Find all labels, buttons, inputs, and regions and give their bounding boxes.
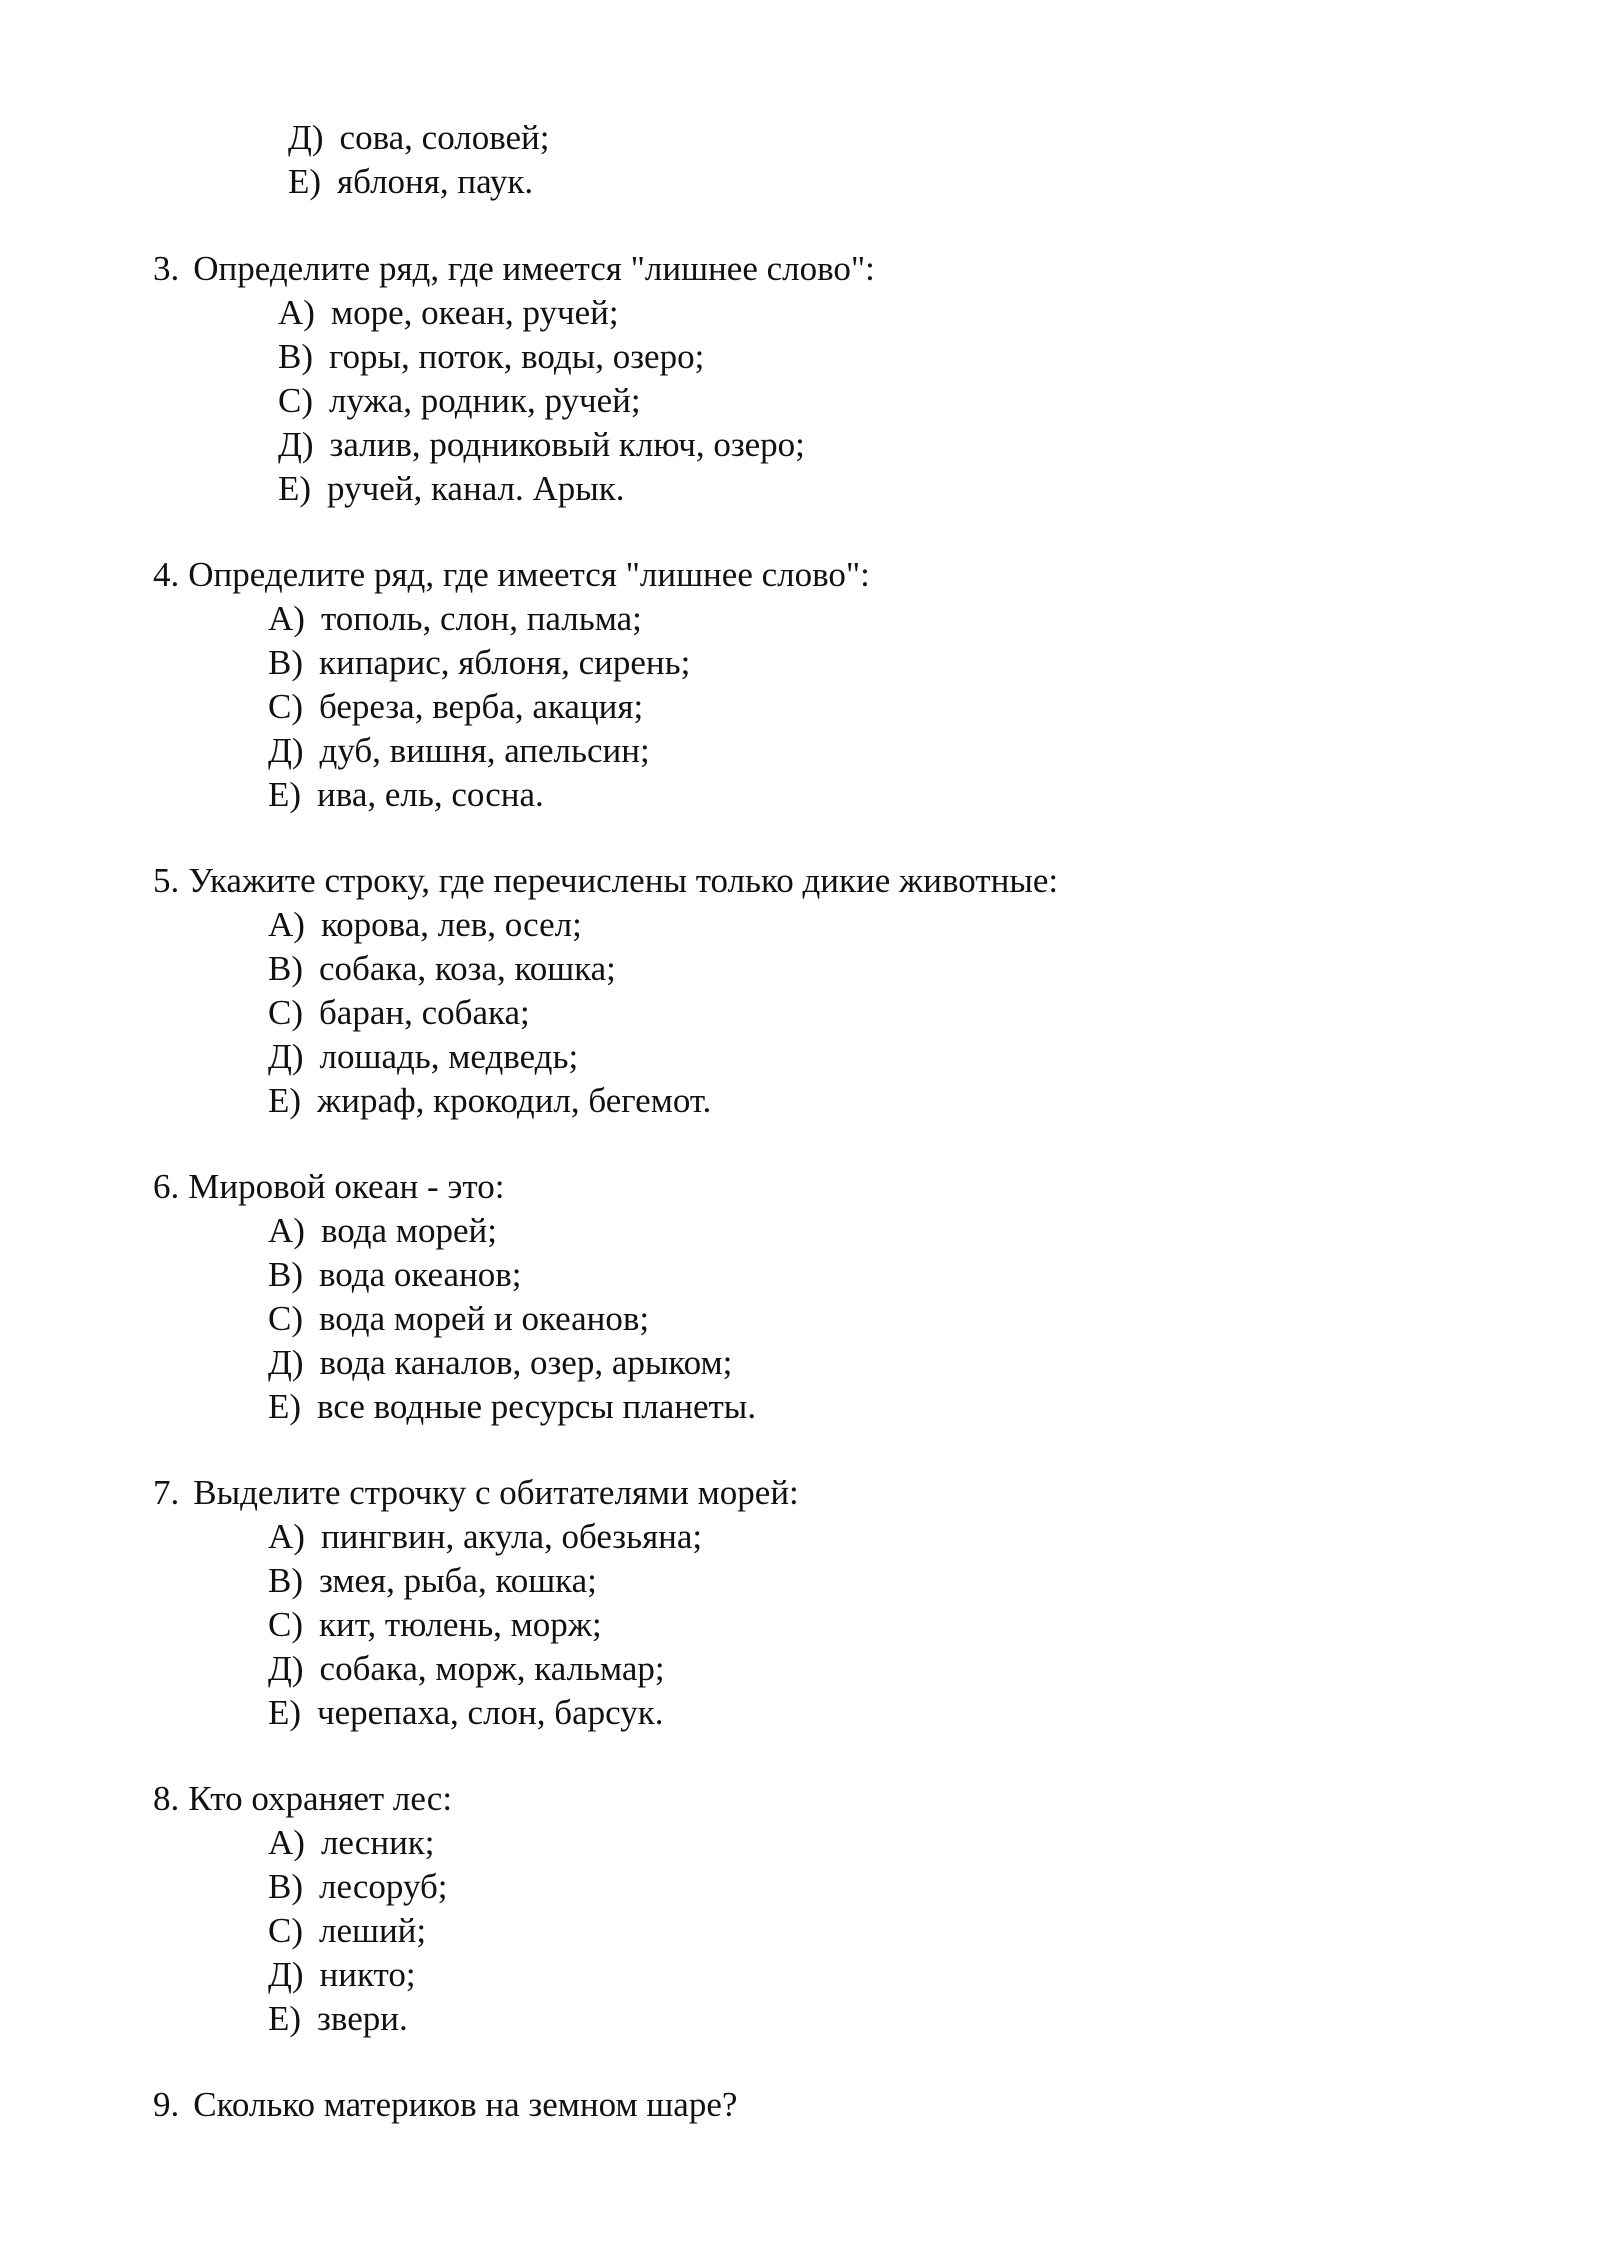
option-letter: Е) bbox=[268, 775, 302, 814]
q7-option-b bbox=[268, 1559, 597, 1603]
option-text: вода океанов; bbox=[319, 1255, 522, 1294]
option-text: лужа, родник, ручей; bbox=[329, 381, 641, 420]
option-text: кит, тюлень, морж; bbox=[319, 1605, 602, 1644]
option-text: сова, соловей; bbox=[339, 118, 550, 157]
q6-option-a bbox=[268, 1209, 497, 1253]
option-letter: А) bbox=[278, 293, 315, 332]
option-text: змея, рыба, кошка; bbox=[319, 1561, 597, 1600]
option-text: собака, коза, кошка; bbox=[319, 949, 616, 988]
q5-option-b bbox=[268, 947, 616, 991]
q4-option-c bbox=[268, 685, 643, 729]
q8-option-e bbox=[268, 1997, 408, 2041]
question-number: 7. bbox=[153, 1473, 180, 1512]
q6-option-e bbox=[268, 1385, 756, 1429]
option-letter: В) bbox=[268, 1255, 303, 1294]
q7-option-d bbox=[268, 1647, 665, 1691]
option-letter: В) bbox=[268, 949, 303, 988]
question-8 bbox=[153, 1777, 452, 1821]
option-text: ива, ель, сосна. bbox=[317, 775, 544, 814]
option-text: залив, родниковый ключ, озеро; bbox=[329, 425, 805, 464]
q4-option-d bbox=[268, 729, 650, 773]
option-text: все водные ресурсы планеты. bbox=[317, 1387, 757, 1426]
q8-option-d bbox=[268, 1953, 416, 1997]
option-letter: А) bbox=[268, 599, 305, 638]
q5-option-a bbox=[268, 903, 582, 947]
q6-option-d bbox=[268, 1341, 732, 1385]
option-letter: А) bbox=[268, 905, 305, 944]
option-letter: Д) bbox=[268, 1649, 304, 1688]
option-text: кипарис, яблоня, сирень; bbox=[319, 643, 691, 682]
option-letter: Е) bbox=[268, 1693, 302, 1732]
option-text: море, океан, ручей; bbox=[330, 293, 619, 332]
question-9 bbox=[153, 2083, 737, 2127]
question-text: Сколько материков на земном шаре? bbox=[193, 2085, 738, 2124]
option-text: лошадь, медведь; bbox=[319, 1037, 579, 1076]
option-text: дуб, вишня, апельсин; bbox=[319, 731, 650, 770]
option-text: пингвин, акула, обезьяна; bbox=[320, 1517, 703, 1556]
question-4 bbox=[153, 553, 870, 597]
option-letter: Е) bbox=[268, 1387, 302, 1426]
q7-option-a bbox=[268, 1515, 702, 1559]
question-number: 3. bbox=[153, 249, 180, 288]
option-text: леший; bbox=[319, 1911, 427, 1950]
question-number: 5. bbox=[153, 861, 180, 900]
option-letter: С) bbox=[268, 993, 303, 1032]
option-letter: С) bbox=[268, 687, 303, 726]
question-text: Выделите строчку с обитателями морей: bbox=[193, 1473, 799, 1512]
question-5 bbox=[153, 859, 1058, 903]
question-number: 9. bbox=[153, 2085, 180, 2124]
q4-option-e bbox=[268, 773, 544, 817]
option-text: собака, морж, кальмар; bbox=[319, 1649, 665, 1688]
option-letter: С) bbox=[278, 381, 313, 420]
option-text: баран, собака; bbox=[319, 993, 530, 1032]
q6-option-c bbox=[268, 1297, 649, 1341]
option-letter: В) bbox=[278, 337, 313, 376]
option-letter: С) bbox=[268, 1911, 303, 1950]
option-letter: Д) bbox=[288, 118, 324, 157]
carryover-option-e bbox=[288, 160, 533, 204]
option-text: вода каналов, озер, арыком; bbox=[319, 1343, 733, 1382]
option-text: черепаха, слон, барсук. bbox=[317, 1693, 664, 1732]
option-letter: Д) bbox=[268, 731, 304, 770]
option-text: вода морей и океанов; bbox=[319, 1299, 650, 1338]
option-text: никто; bbox=[319, 1955, 416, 1994]
q4-option-a bbox=[268, 597, 642, 641]
option-letter: С) bbox=[268, 1299, 303, 1338]
q5-option-d bbox=[268, 1035, 578, 1079]
option-text: береза, верба, акация; bbox=[319, 687, 644, 726]
option-text: тополь, слон, пальма; bbox=[320, 599, 642, 638]
question-7 bbox=[153, 1471, 799, 1515]
option-text: корова, лев, осел; bbox=[320, 905, 582, 944]
carryover-option-d bbox=[288, 116, 550, 160]
option-letter: Е) bbox=[268, 1081, 302, 1120]
option-text: яблоня, паук. bbox=[337, 162, 534, 201]
question-text: Мировой океан - это: bbox=[188, 1167, 505, 1206]
q3-option-c bbox=[278, 379, 641, 423]
q5-option-e bbox=[268, 1079, 711, 1123]
option-text: лесник; bbox=[320, 1823, 435, 1862]
option-text: вода морей; bbox=[320, 1211, 497, 1250]
option-letter: А) bbox=[268, 1517, 305, 1556]
q6-option-b bbox=[268, 1253, 521, 1297]
option-letter: Д) bbox=[268, 1955, 304, 1994]
question-text: Кто охраняет лес: bbox=[188, 1779, 453, 1818]
option-text: звери. bbox=[317, 1999, 408, 2038]
option-letter: Е) bbox=[278, 469, 312, 508]
q8-option-b bbox=[268, 1865, 448, 1909]
q3-option-a bbox=[278, 291, 619, 335]
question-number: 4. bbox=[153, 555, 180, 594]
option-text: ручей, канал. Арык. bbox=[327, 469, 625, 508]
option-letter: В) bbox=[268, 1867, 303, 1906]
question-3 bbox=[153, 247, 875, 291]
q5-option-c bbox=[268, 991, 530, 1035]
option-letter: Д) bbox=[268, 1037, 304, 1076]
q8-option-c bbox=[268, 1909, 426, 1953]
q7-option-e bbox=[268, 1691, 663, 1735]
option-letter: В) bbox=[268, 643, 303, 682]
option-letter: Е) bbox=[288, 162, 322, 201]
q3-option-e bbox=[278, 467, 625, 511]
option-letter: А) bbox=[268, 1211, 305, 1250]
question-6 bbox=[153, 1165, 504, 1209]
question-text: Укажите строку, где перечислены только дикие животные: bbox=[188, 861, 1059, 900]
option-letter: Е) bbox=[268, 1999, 302, 2038]
question-number: 6. bbox=[153, 1167, 180, 1206]
q8-option-a bbox=[268, 1821, 435, 1865]
q4-option-b bbox=[268, 641, 690, 685]
question-number: 8. bbox=[153, 1779, 180, 1818]
option-text: жираф, крокодил, бегемот. bbox=[317, 1081, 712, 1120]
q7-option-c bbox=[268, 1603, 602, 1647]
option-letter: Д) bbox=[278, 425, 314, 464]
option-text: горы, поток, воды, озеро; bbox=[329, 337, 705, 376]
option-letter: В) bbox=[268, 1561, 303, 1600]
option-letter: С) bbox=[268, 1605, 303, 1644]
option-text: лесоруб; bbox=[319, 1867, 448, 1906]
question-text: Определите ряд, где имеется "лишнее слово": bbox=[188, 555, 870, 594]
q3-option-d bbox=[278, 423, 805, 467]
question-text: Определите ряд, где имеется "лишнее слово": bbox=[193, 249, 875, 288]
option-letter: А) bbox=[268, 1823, 305, 1862]
q3-option-b bbox=[278, 335, 704, 379]
option-letter: Д) bbox=[268, 1343, 304, 1382]
